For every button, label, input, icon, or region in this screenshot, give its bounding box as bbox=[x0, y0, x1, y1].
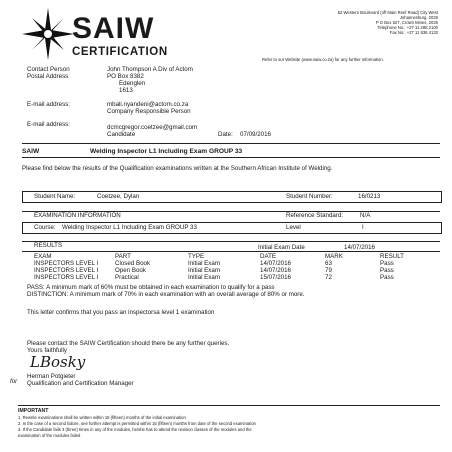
course-value: Welding Inspector L1 Including Exam GROUP 33 bbox=[62, 224, 197, 231]
cell-type: Initial Exam bbox=[188, 274, 220, 281]
for-mark: for bbox=[10, 378, 18, 385]
email-value-1[interactable]: mbali.nyandeni@actom.co.za bbox=[107, 101, 189, 108]
address-line: Johannesburg, 2026 bbox=[399, 15, 438, 20]
postal-line: PO Box 8382 bbox=[107, 73, 144, 80]
email-label-2: E-mail address: bbox=[27, 121, 70, 128]
level-label: Level bbox=[286, 224, 301, 231]
important-heading: IMPORTANT bbox=[18, 408, 49, 414]
level-value: I bbox=[362, 224, 364, 231]
address-line: Fax No.: +27 11 836 4132 bbox=[389, 30, 438, 35]
address-block bbox=[338, 10, 438, 35]
results-heading: RESULTS bbox=[34, 242, 63, 249]
intro-text: Please find below the results of the Qualification examinations written at the Southern African Institute of Welding. bbox=[22, 165, 333, 172]
divider bbox=[18, 405, 440, 406]
signatory-name: Herman Potgieter bbox=[27, 373, 76, 380]
col-header-date: DATE bbox=[260, 253, 277, 260]
results-table bbox=[34, 253, 434, 283]
pass-criteria: PASS: A minimum mark of 60% must be obtained in each examination to qualify for a pass bbox=[27, 284, 275, 291]
contact-name: John Thompson A Div of Actom bbox=[107, 66, 193, 73]
yours-faithfully: Yours faithfully bbox=[27, 347, 68, 354]
cell-type: Initial Exam bbox=[188, 267, 220, 274]
student-name: Coetzee, Dylan bbox=[97, 193, 140, 200]
course-label: Course: bbox=[34, 224, 56, 231]
postal-line: Edenglen bbox=[119, 80, 146, 87]
email-label-1: E-mail address: bbox=[27, 101, 70, 108]
initial-exam-label: Initial Exam Date bbox=[258, 244, 305, 251]
cell-part: Open Book bbox=[115, 267, 146, 274]
divider bbox=[22, 143, 440, 144]
signature: LBosky bbox=[30, 353, 86, 371]
address-line: Telephone No.: +27 11 298 2100 bbox=[377, 25, 438, 30]
date-label: Date: bbox=[218, 131, 233, 138]
address-line: 52 Western Boulevard (off Main Reef Road) City West bbox=[337, 10, 438, 15]
cell-mark: 79 bbox=[325, 267, 332, 274]
exam-info-heading: EXAMINATION INFORMATION bbox=[34, 212, 121, 219]
confirmation-text: This letter confirms that you pass an inspectorsa level 1 examination bbox=[27, 309, 215, 316]
cell-exam: INSPECTORS LEVEL I bbox=[34, 267, 99, 274]
student-name-label: Student Name: bbox=[34, 193, 76, 200]
postal-address-label: Postal Address bbox=[27, 73, 69, 80]
logo-certification-text: CERTIFICATION bbox=[72, 46, 168, 58]
address-line: P O Box 527, Crown Mines, 2025 bbox=[375, 20, 438, 25]
cell-exam: INSPECTORS LEVEL I bbox=[34, 274, 99, 281]
cell-result: Pass bbox=[380, 260, 394, 267]
cell-exam: INSPECTORS LEVEL I bbox=[34, 260, 99, 267]
col-header-part: PART bbox=[115, 253, 131, 260]
reference-standard-label: Reference Standard: bbox=[286, 212, 344, 219]
important-item: 2. In the case of a second failure, one further attempt is permitted within 15 (fifteen) months from date of the second examination bbox=[18, 421, 256, 426]
cell-part: Practical bbox=[115, 274, 139, 281]
signatory-title: Qualification and Certification Manager bbox=[27, 380, 134, 387]
divider bbox=[22, 241, 440, 242]
important-item: 3. If the Candidate fails 3 (three) times in any of the modules, he/she has to attend the revision classes of the modules and the bbox=[18, 427, 252, 432]
contact-person-label: Contact Person bbox=[27, 66, 70, 73]
reference-standard-value: N/A bbox=[360, 212, 371, 219]
date-value: 07/09/2016 bbox=[240, 131, 271, 138]
col-header-result: RESULT bbox=[380, 253, 404, 260]
queries-text: Please contact the SAIW Certification should there be any further queries. bbox=[27, 340, 230, 347]
subject-org: SAIW bbox=[22, 148, 40, 155]
website-note: Refer to our Website (www.saiw.co.za) for any further information. bbox=[262, 57, 384, 62]
cell-part: Closed Book bbox=[115, 260, 151, 267]
email-role-1: Company Responsible Person bbox=[107, 108, 191, 115]
student-number: 16/0213 bbox=[358, 193, 381, 200]
logo bbox=[20, 6, 190, 62]
email-role-2: Candidate bbox=[107, 131, 136, 138]
cell-date: 15/07/2016 bbox=[260, 274, 291, 281]
col-header-exam: EXAM bbox=[34, 253, 52, 260]
subject-title: Welding Inspector L1 Including Exam GROUP 33 bbox=[90, 148, 243, 155]
cell-type: Initial Exam bbox=[188, 260, 220, 267]
important-item: 1. Rewrite examinations shall be written within 15 (fifteen) months of the initial examination bbox=[18, 415, 186, 420]
col-header-type: TYPE bbox=[188, 253, 205, 260]
distinction-criteria: DISTINCTION: A minimum mark of 70% in each examination with an overall average of 80% or more. bbox=[27, 291, 305, 298]
logo-saiw-text: SAIW bbox=[72, 12, 155, 45]
cell-date: 14/07/2016 bbox=[260, 260, 291, 267]
col-header-mark: MARK bbox=[325, 253, 343, 260]
cell-mark: 72 bbox=[325, 274, 332, 281]
divider bbox=[22, 157, 440, 158]
star-burst-icon bbox=[20, 6, 76, 62]
postal-line: 1613 bbox=[119, 87, 133, 94]
cell-result: Pass bbox=[380, 267, 394, 274]
cell-mark: 63 bbox=[325, 260, 332, 267]
cell-date: 14/07/2016 bbox=[260, 267, 291, 274]
divider bbox=[22, 251, 440, 252]
student-number-label: Student Number: bbox=[286, 193, 333, 200]
cell-result: Pass bbox=[380, 274, 394, 281]
initial-exam-date: 14/07/2016 bbox=[344, 244, 375, 251]
email-value-2[interactable]: dcmcgregor.coetzee@gmail.com bbox=[107, 124, 198, 131]
important-item: examination of the modules failed bbox=[18, 433, 81, 438]
